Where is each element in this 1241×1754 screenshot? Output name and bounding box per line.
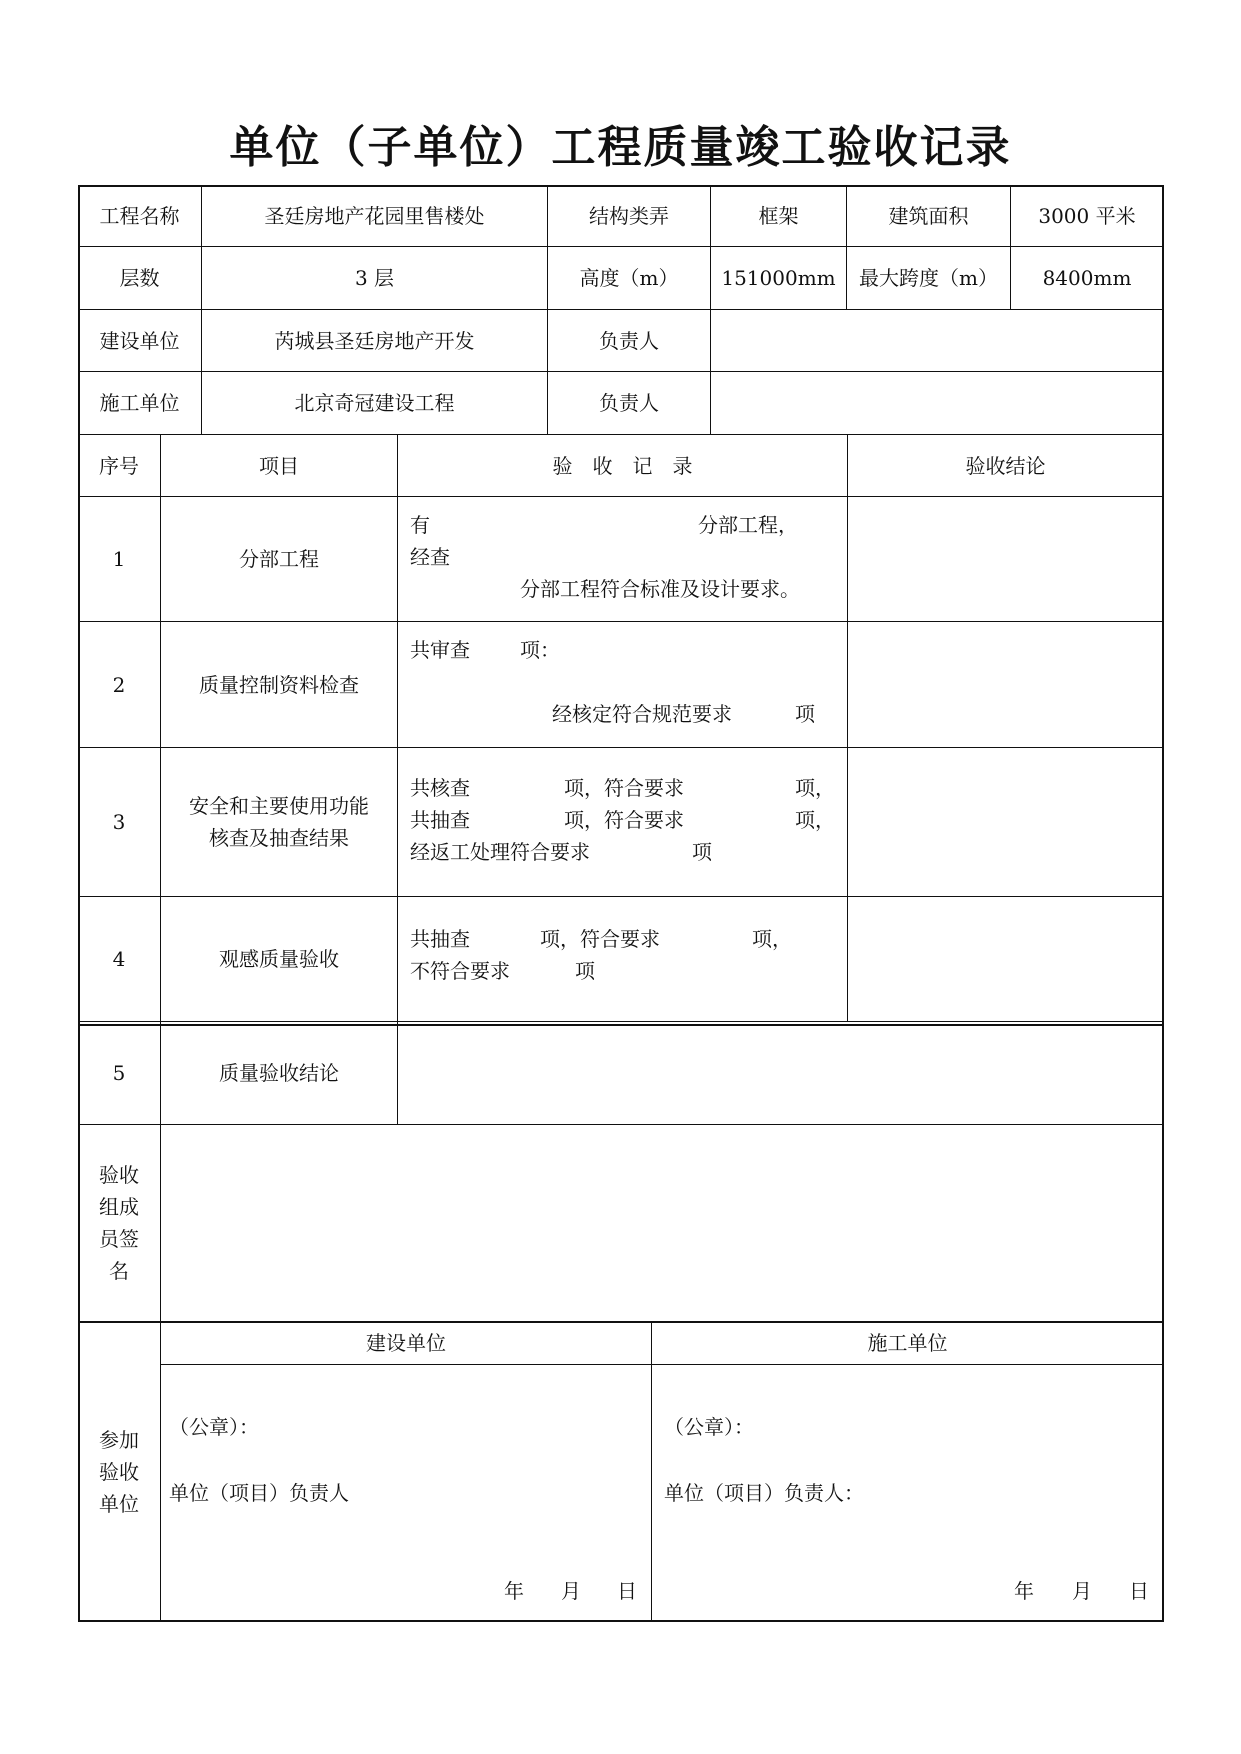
contractor-year: 年 [1014, 1579, 1034, 1603]
record-text: 项， [795, 776, 835, 800]
span-value: 8400mm [1011, 247, 1164, 310]
record-text: 项， [752, 927, 792, 951]
height-value: 151000mm [711, 247, 847, 310]
record-text: 项，符合要求 [564, 808, 684, 832]
page-title: 单位（子单位）工程质量竣工验收记录 [229, 122, 1012, 173]
row-item-2: 质量控制资料检查 [161, 622, 398, 748]
members-signature-label [78, 1125, 161, 1322]
row-record-4 [398, 897, 848, 1022]
header-record: 验 收 记 录 [398, 435, 848, 497]
row-item-5: 质量验收结论 [161, 1022, 398, 1125]
row-item-3-line: 安全和主要使用功能 [189, 794, 369, 818]
project-name-value: 圣廷房地产花园里售楼处 [202, 185, 548, 247]
units-label-line: 参加 [99, 1427, 139, 1452]
builder-person-label: 单位（项目）负责人 [169, 1481, 349, 1505]
row-conclusion-1 [848, 497, 1164, 622]
record-text: 分部工程符合标准及设计要求。 [520, 577, 800, 601]
row-no-2: 2 [78, 622, 161, 748]
members-label-line: 验收 [99, 1163, 139, 1187]
row-conclusion-4 [848, 897, 1164, 1022]
section-divider [78, 1321, 1164, 1323]
members-label-line: 员签 [99, 1227, 139, 1251]
contractor-person-label: 单位（项目）负责人： [664, 1481, 864, 1505]
section-divider [78, 1024, 1164, 1026]
members-signature-area [161, 1125, 1164, 1322]
builder-unit-header: 建设单位 [161, 1322, 652, 1365]
row-item-3-line: 核查及抽查结果 [209, 826, 349, 850]
members-label-line: 名 [109, 1259, 129, 1283]
record-text: 共审查 [410, 638, 470, 662]
builder-year: 年 [504, 1579, 524, 1603]
contractor-value: 北京奇冠建设工程 [202, 372, 548, 435]
builder-label: 建设单位 [78, 310, 202, 372]
record-text: 项，符合要求 [540, 927, 660, 951]
record-text: 项， [795, 808, 835, 832]
row-item-1: 分部工程 [161, 497, 398, 622]
record-text: 共抽查 [410, 808, 470, 832]
record-text: 不符合要求 [410, 959, 510, 983]
participating-units-label [78, 1322, 161, 1622]
record-text: 经核定符合规范要求 [552, 702, 732, 726]
contractor-seal-label: （公章）： [664, 1415, 754, 1439]
builder-day: 日 [617, 1579, 637, 1603]
builder-seal-label: （公章）： [169, 1415, 259, 1439]
row-no-1: 1 [78, 497, 161, 622]
row-record-2 [398, 622, 848, 748]
contractor-label: 施工单位 [78, 372, 202, 435]
builder-manager-label: 负责人 [548, 310, 711, 372]
builder-manager-value [711, 310, 1164, 372]
record-text: 项，符合要求 [564, 776, 684, 800]
contractor-unit-sign-box [652, 1365, 1164, 1622]
contractor-day: 日 [1129, 1579, 1149, 1603]
height-label: 高度（m） [548, 247, 711, 310]
builder-value: 芮城县圣廷房地产开发 [202, 310, 548, 372]
participating-units-label-text [95, 1424, 143, 1520]
structure-label: 结构类弄 [548, 185, 711, 247]
row-item-4: 观感质量验收 [161, 897, 398, 1022]
floors-label: 层数 [78, 247, 202, 310]
header-item: 项目 [161, 435, 398, 497]
builder-unit-sign-box [161, 1365, 652, 1622]
structure-value: 框架 [711, 185, 847, 247]
record-text: 项： [520, 638, 560, 662]
row-record-1 [398, 497, 848, 622]
record-text: 项 [575, 959, 595, 983]
area-value: 3000 平米 [1011, 185, 1164, 247]
area-label: 建筑面积 [847, 185, 1011, 247]
contractor-manager-value [711, 372, 1164, 435]
record-text: 项 [795, 702, 815, 726]
header-no: 序号 [78, 435, 161, 497]
contractor-manager-label: 负责人 [548, 372, 711, 435]
contractor-unit-header: 施工单位 [652, 1322, 1164, 1365]
contractor-month: 月 [1072, 1579, 1092, 1603]
row-no-3: 3 [78, 748, 161, 897]
row-no-4: 4 [78, 897, 161, 1022]
project-name-label: 工程名称 [78, 185, 202, 247]
floors-value: 3 层 [202, 247, 548, 310]
row-item-3 [161, 748, 398, 897]
acceptance-record-table [78, 185, 1164, 1622]
row-no-5: 5 [78, 1022, 161, 1125]
builder-month: 月 [561, 1579, 581, 1603]
record-text: 共核查 [410, 776, 470, 800]
record-text: 经返工处理符合要求 [410, 840, 590, 864]
record-text: 分部工程， [698, 513, 798, 537]
row-conclusion-2 [848, 622, 1164, 748]
record-text: 项 [692, 840, 712, 864]
units-label-line: 验收 [99, 1459, 139, 1484]
header-conclusion: 验收结论 [848, 435, 1164, 497]
row-record-3 [398, 748, 848, 897]
members-label-line: 组成 [99, 1195, 139, 1219]
span-label: 最大跨度（m） [847, 247, 1011, 310]
record-text: 经查 [410, 545, 450, 569]
row-record-5 [398, 1022, 1164, 1125]
record-text: 有 [410, 513, 430, 537]
members-signature-label-text [95, 1159, 143, 1287]
row-conclusion-3 [848, 748, 1164, 897]
record-text: 共抽查 [410, 927, 470, 951]
units-label-line: 单位 [99, 1491, 139, 1516]
